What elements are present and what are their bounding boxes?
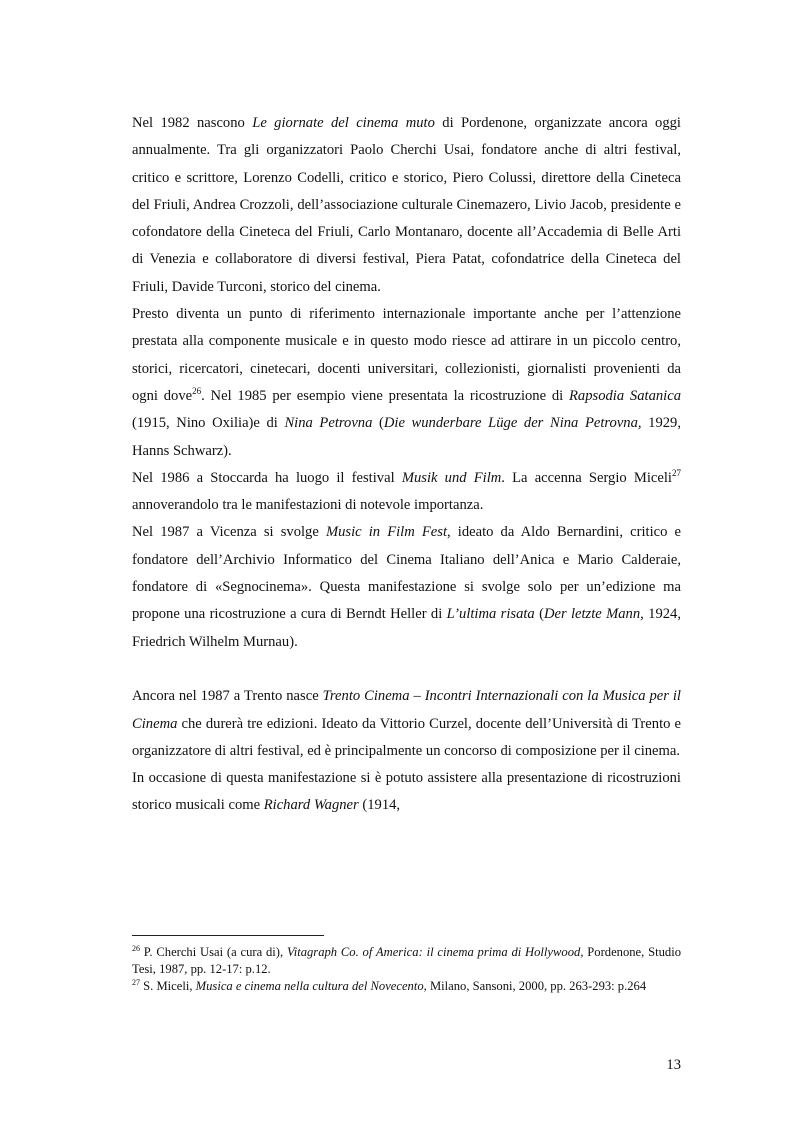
footnote — [132, 978, 681, 995]
text-run: , ideato da Aldo Bernardini, critico e fondatore dell’Archivio Informatico del Cinema Italiano dell’Anica e Mario Calderaie, fondatore di «Segnocinema». Questa manifestazione si svolge solo per un’edizione ma propone una ricostruzione a cura di Berndt Heller di — [132, 524, 681, 623]
text-run: Nel 1982 nascono — [132, 115, 253, 131]
text-run: (1915, Nino Oxilia)e di — [132, 415, 285, 432]
text-run: Nel 1986 a Stoccarda ha luogo il festival — [132, 469, 402, 486]
text-run: . La accenna Sergio Miceli — [501, 469, 672, 486]
italic-title: Die wunderbare Lüge der Nina Petrovna, — [383, 415, 642, 432]
text-run: ( — [534, 606, 544, 623]
italic-title: Rapsodia Satanica — [569, 387, 681, 404]
footnote — [132, 944, 681, 978]
paragraph — [132, 110, 681, 301]
italic-title: Nina Petrovna — [284, 415, 373, 432]
paragraph — [132, 683, 681, 765]
footnote-marker: 26 — [192, 386, 202, 397]
text-run: 1929, Hanns Schwarz). — [132, 415, 681, 459]
text-run: . Nel 1985 per esempio viene presentata la ricostruzione di — [201, 387, 569, 404]
italic-title: L’ultima risata — [446, 606, 535, 623]
footnote-separator — [132, 935, 324, 936]
text-run: (1914, — [358, 797, 401, 814]
text-run: P. Cherchi Usai (a cura di), — [140, 945, 287, 959]
footnote-marker: 27 — [132, 977, 140, 987]
italic-title: Musica e cinema nella cultura del Novecento — [195, 979, 424, 993]
text-run: ( — [372, 415, 384, 432]
text-run: che durerà tre edizioni. Ideato da Vittorio Curzel, docente dell’Università di Trento e organizzatore di altri festival, ed è principalmente un concorso di composizione per il cinema. — [132, 715, 681, 759]
italic-title: Vitagraph Co. of America: il cinema prima di Hollywood — [286, 945, 581, 959]
text-run: Presto diventa un punto di riferimento internazionale importante anche per l’attenzione prestata alla componente musicale e in questo modo riesce ad attirare in un piccolo centro, storici, ricercatori, cinetecari, docenti universitari, collezionisti, giornalisti provenienti da ogni dove — [132, 306, 681, 404]
footnote-marker: 26 — [132, 943, 140, 953]
body-text — [132, 110, 681, 820]
paragraph — [132, 465, 681, 520]
footnote-marker: 27 — [671, 468, 681, 478]
paragraph — [132, 765, 681, 820]
italic-title: Music in Film Fest — [325, 524, 448, 541]
paragraph — [132, 519, 681, 655]
italic-title: Der letzte Mann, — [543, 606, 644, 623]
text-run: S. Miceli, — [140, 979, 196, 993]
text-run: 1924, Friedrich Wilhelm Murnau). — [132, 606, 681, 650]
text-run: di Pordenone, organizzate ancora oggi annualmente. Tra gli organizzatori Paolo Cherchi Usai, fondatore anche di altri festival, critico e scrittore, Lorenzo Codelli, critico e storico, Piero Colussi, direttore della Cineteca del Friuli, Andrea Crozzoli, dell’associazione culturale Cinemazero, Livio Jacob, presidente e cofondatore della Cineteca del Friuli, Carlo Montanaro, docente all’Accademia di Belle Arti di Venezia e collaboratore di diversi festival, Piera Patat, cofondatrice della Cineteca del Friuli, Davide Turconi, storico del cinema. — [132, 115, 681, 295]
text-run: , Pordenone, Studio Tesi, 1987, pp. 12-17: p.12. — [132, 945, 681, 976]
text-run: In occasione di questa manifestazione si è potuto assistere alla presentazione di ricostruzioni storico musicali come — [132, 770, 681, 814]
text-run: Nel 1987 a Vicenza si svolge — [132, 524, 326, 541]
text-run: annoverandolo tra le manifestazioni di notevole importanza. — [132, 497, 484, 514]
footnotes — [132, 944, 681, 995]
italic-title: Le giornate del cinema muto — [252, 115, 435, 131]
text-run: Ancora nel 1987 a Trento nasce — [132, 688, 323, 705]
page-number: 13 — [666, 1057, 681, 1073]
text-run: , Milano, Sansoni, 2000, pp. 263-293: p.264 — [423, 979, 647, 993]
italic-title: Musik und Film — [401, 469, 502, 486]
italic-title: Richard Wagner — [263, 797, 359, 814]
paragraph — [132, 301, 681, 465]
italic-title: Trento Cinema – Incontri Internazionali con la Musica per il Cinema — [132, 688, 681, 732]
